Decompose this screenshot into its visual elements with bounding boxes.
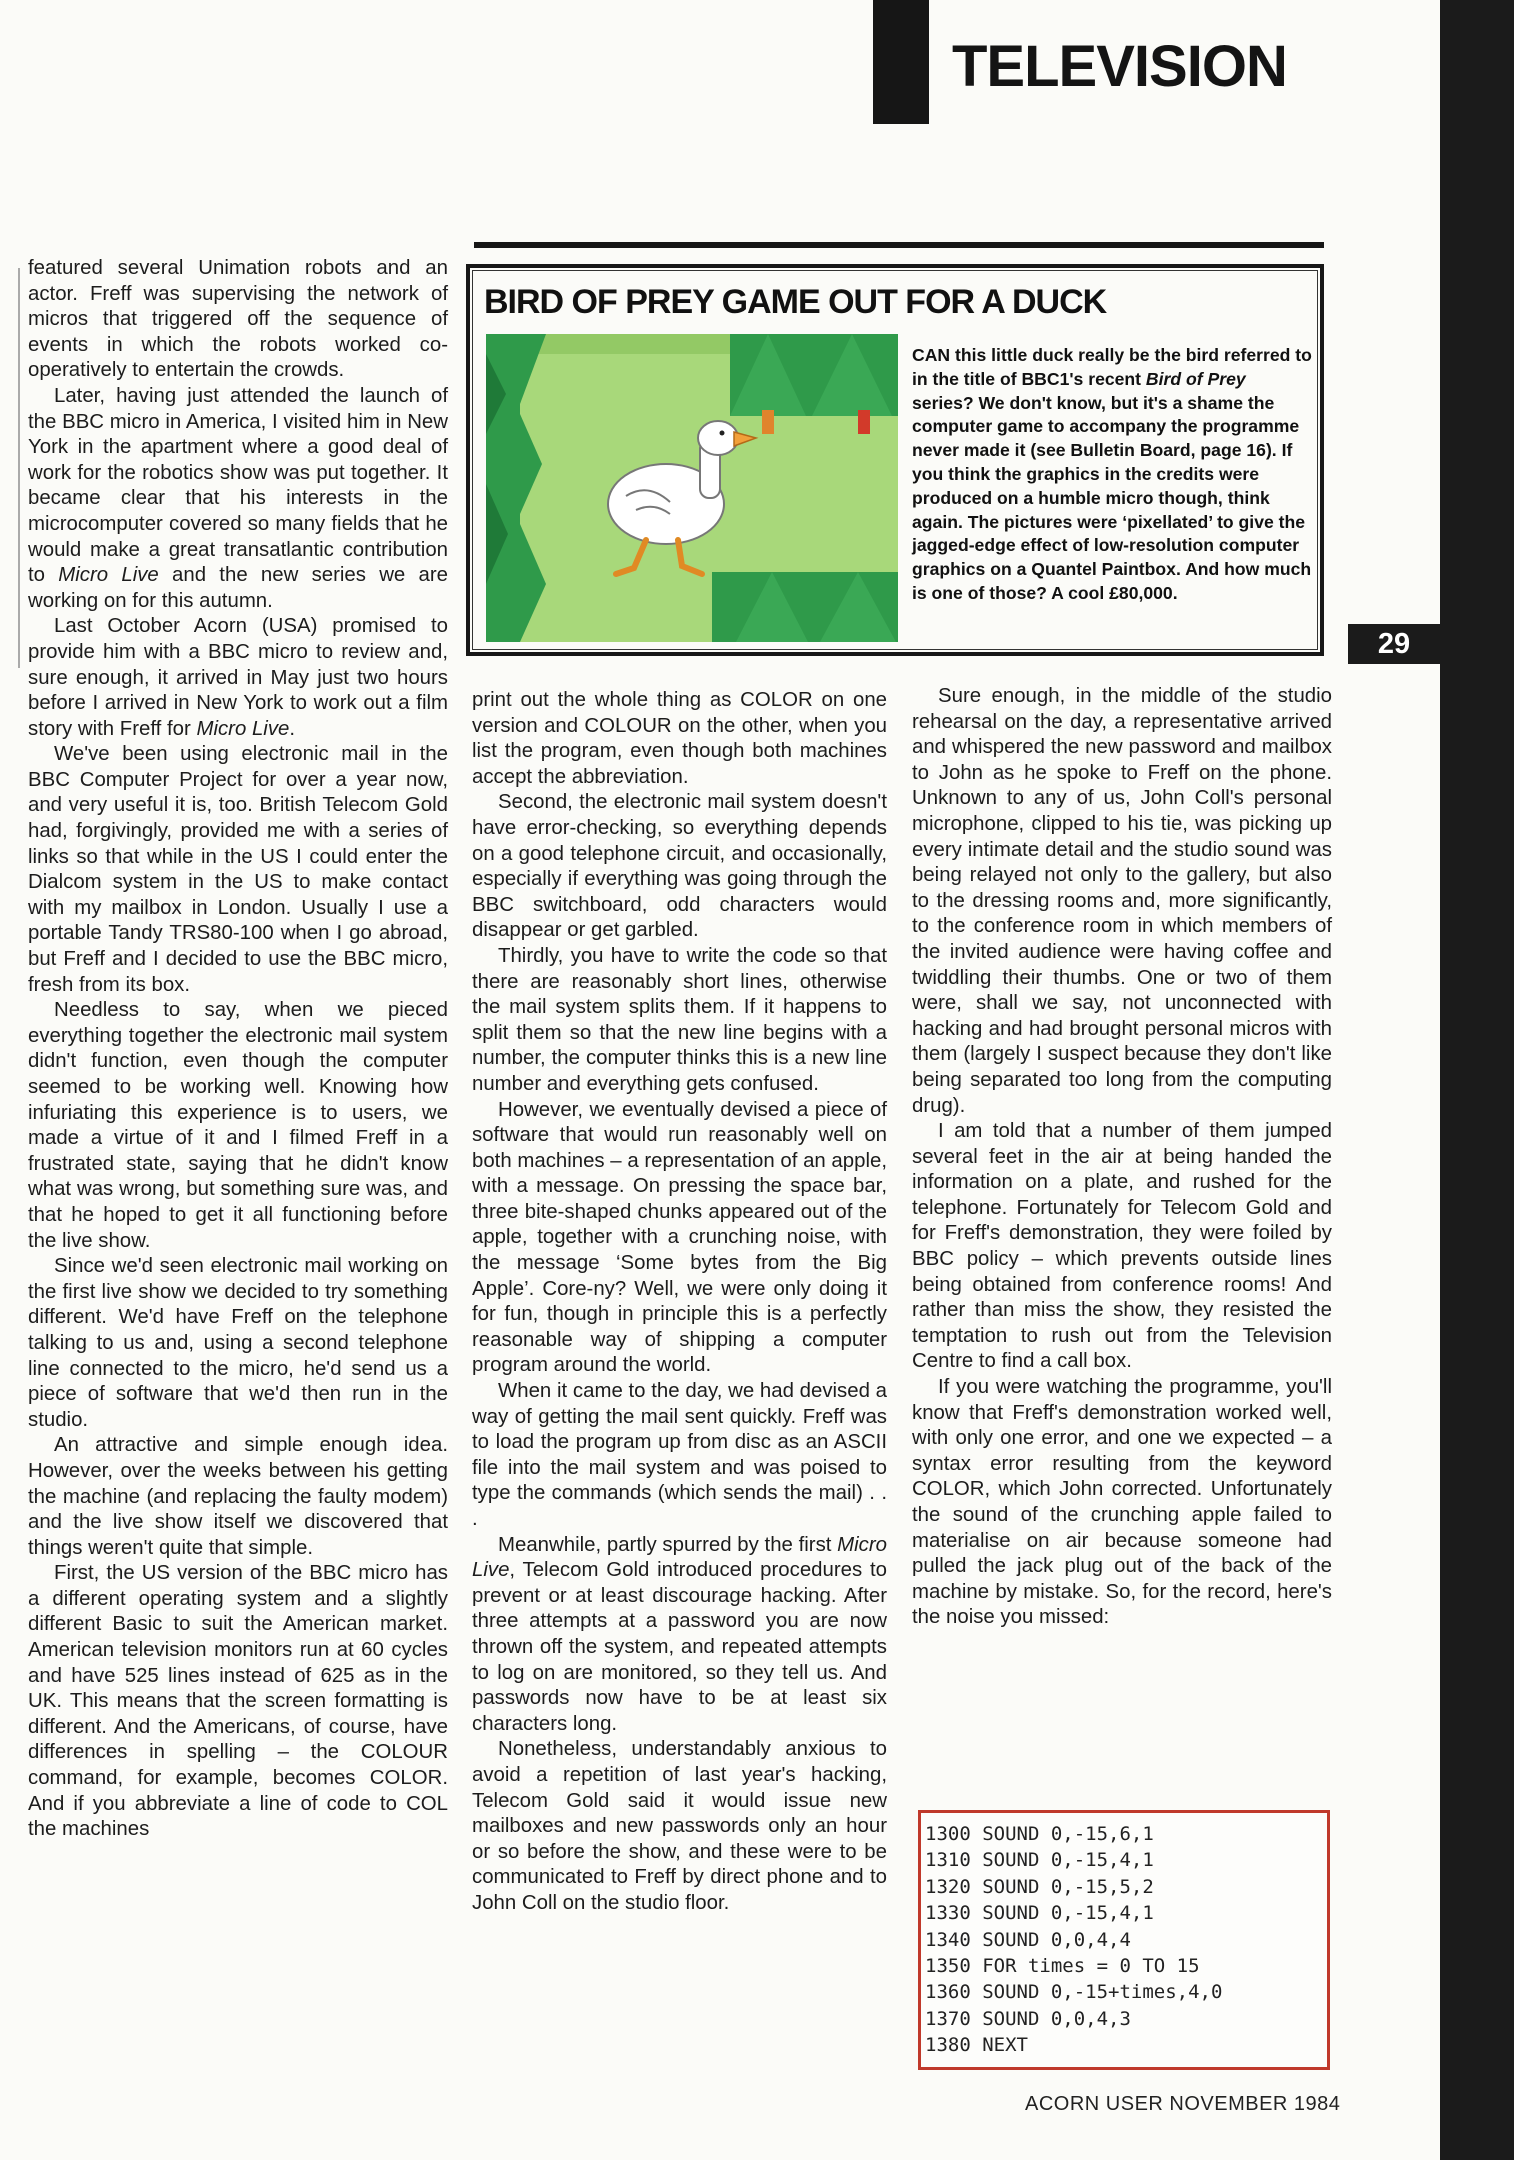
code-listing — [918, 1810, 1330, 2070]
article-column-3 — [912, 684, 1332, 1631]
paragraph: Sure enough, in the middle of the studio rehearsal on the day, a representative arrived and whispered the new password and mailbox to John as he spoke to Freff on the phone. Unknown to any of us, John Coll's personal microphone, clipped to his tie, was picking up every intimate detail and the studio sound was being relayed not only to the gallery, but also to the dressing rooms and, more significantly, to the conference room in which members of the invited audience were having coffee and twiddling their thumbs. One or two of them were, shall we say, not unconnected with hacking and had brought personal micros with them (largely I suspect because they don't like being separated too long from the computing drug). — [912, 685, 1332, 1117]
paragraph: Second, the electronic mail system doesn't have error-checking, so everything depends on a good telephone circuit, and occasionally, especially if everything was going through the BBC switchboard, odd characters would disappear or get garbled. — [472, 791, 887, 942]
code-line: 1350 FOR times = 0 TO 15 — [925, 1955, 1200, 1978]
paragraph: However, we eventually devised a piece of software that would run reasonably well on both machines – a representation of an apple, with a message. On pressing the space bar, three bite-shaped chunks appeared out of the apple, together with a crunching noise, with the message ‘Some bytes from the Big Apple’. Core-ny? Well, we were only doing it for fun, though in principle this is a perfectly reasonable way of shipping a computer program around the world. — [472, 1098, 887, 1377]
paragraph: When it came to the day, we had devised a way of getting the mail sent quickly. Freff was to load the program up from disc as an ASCII file into the mail system and was poised to type the commands (which sends the mail) . . . — [472, 1380, 887, 1530]
paragraph: If you were watching the programme, you'll know that Freff's demonstration worked well, with only one error, and one we expected – a syntax error resulting from the keyword COLOR, which John corrected. Unfortunately the sound of the crunching apple failed to materialise on air because someone had pulled the jack plug out of the back of the machine by mistake. So, for the record, here's the noise you missed: — [912, 1376, 1332, 1629]
header-black-block — [873, 0, 929, 124]
programme-title: Micro Live — [196, 717, 290, 740]
paragraph: Last October Acorn (USA) promised to provide him with a BBC micro to review and, sure enough, it arrived in May just two hours before I arrived in New York to work out a film story with Freff for Micro Live. — [28, 615, 448, 740]
paragraph: I am told that a number of them jumped several feet in the air at being handed the information on a plate, and rushed for the telephone. Fortunately for Telecom Gold and for Freff's demonstration, they were foiled by BBC policy – which prevents outside lines being obtained from conference rooms! And rather than miss the show, they resisted the temptation to rush out from the Television Centre to find a call box. — [912, 1120, 1332, 1373]
page-edge-bar — [1440, 0, 1514, 2160]
paragraph: An attractive and simple enough idea. However, over the weeks between his getting the machine (and replacing the faulty modem) and the live show itself we discovered that things weren't quite that simple. — [28, 1434, 448, 1559]
code-line: 1340 SOUND 0,0,4,4 — [925, 1928, 1131, 1951]
paragraph: Meanwhile, partly spurred by the first Micro Live, Telecom Gold introduced procedures to prevent or at least discourage hacking. After three attempts at a password you are now thrown off the system, and repeated attempts to log on are monitored, so they tell us. And passwords now have to be at least six characters long. — [472, 1533, 887, 1735]
paragraph: Later, having just attended the launch of the BBC micro in America, I visited him in New York in the apartment where a good deal of work for the robotics show was put together. It became clear that his interests in the microcomputer covered so many fields that he would make a great transatlantic contribution to Micro Live and the new series we are working on for this autumn. — [28, 384, 449, 612]
paragraph: First, the US version of the BBC micro has a different operating system and a slightly different Basic to suit the American market. American television monitors run at 60 cycles and have 525 lines instead of 625 as in the UK. This means that the screen formatting is different. And the Americans, of course, have differences in spelling – the COLOUR command, for example, becomes COLOR. And if you abbreviate a line of code to COL the machines — [28, 1562, 448, 1841]
paragraph: We've been using electronic mail in the BBC Computer Project for over a year now, and very useful it is, too. British Telecom Gold had, forgivingly, provided me with a series of links so that while in the US I could enter the Dialcom system in the US to make contact with my mailbox in London. Usually I use a portable Tandy TRS80-100 when I go abroad, but Freff and I decided to use the BBC micro, fresh from its box. — [28, 743, 448, 996]
duck-game-screenshot — [486, 334, 898, 642]
code-line: 1380 NEXT — [925, 2034, 1028, 2057]
article-column-2 — [472, 688, 887, 1917]
paragraph: print out the whole thing as COLOR on one version and COLOUR on the other, when you list the program, even though both machines accept the abbreviation. — [472, 689, 887, 788]
paragraph: Since we'd seen electronic mail working on the first live show we decided to try something different. We'd have Freff on the telephone talking to us and, using a second telephone line connected to the micro, he'd send us a piece of software that we'd then run in the studio. — [28, 1255, 448, 1431]
code-line: 1360 SOUND 0,-15+times,4,0 — [925, 1981, 1223, 2004]
code-line: 1330 SOUND 0,-15,4,1 — [925, 1902, 1154, 1925]
margin-line — [18, 268, 20, 668]
code-line: 1320 SOUND 0,-15,5,2 — [925, 1875, 1154, 1898]
page-number: 29 — [1348, 624, 1440, 664]
paragraph: Thirdly, you have to write the code so that there are reasonably short lines, otherwise the mail system splits them. If it happens to split them so that the new line begins with a number, the computer thinks this is a new line number and everything gets confused. — [472, 944, 887, 1095]
page-footer: ACORN USER NOVEMBER 1984 — [1025, 2093, 1341, 2115]
header-rule — [474, 242, 1324, 248]
paragraph: featured several Unimation robots and an actor. Freff was supervising the network of micros that triggered off the sequence of events in which the robots worked co-operatively to entertain the crowds. — [28, 257, 448, 382]
box-caption: CAN this little duck really be the bird referred to in the title of BBC1's recent Bird of Prey series? We don't know, but it's a shame the computer game to accompany the programme never made it (see Bulletin Board, page 16). If you think the graphics in the credits were produced on a humble micro though, think again. The pictures were ‘pixellated’ to give the jagged-edge effect of low-resolution computer graphics on a Quantel Paintbox. And how much is one of those? A cool £80,000. — [912, 345, 1312, 603]
paragraph: Nonetheless, understandably anxious to avoid a repetition of last year's hacking, Telecom Gold said it would issue new mailboxes and new passwords only an hour or so before the show, and these were to be communicated to Freff by direct phone and to John Coll on the studio floor. — [472, 1738, 887, 1914]
article-column-1 — [28, 256, 448, 1843]
box-headline: BIRD OF PREY GAME OUT FOR A DUCK — [484, 283, 1107, 321]
series-title: Bird of Prey — [1145, 368, 1246, 389]
programme-title: Micro Live — [472, 1533, 887, 1582]
code-line: 1370 SOUND 0,0,4,3 — [925, 2007, 1131, 2030]
paragraph: Needless to say, when we pieced everything together the electronic mail system didn't function, even though the computer seemed to be working well. Knowing how infuriating this experience is to users, we made a virtue of it and I filmed Freff in a frustrated state, saying that he didn't know what was wrong, but something sure was, and that he hoped to get it all functioning before the live show. — [28, 999, 448, 1252]
programme-title: Micro Live — [58, 564, 159, 587]
code-line: 1300 SOUND 0,-15,6,1 — [925, 1823, 1154, 1845]
code-line: 1310 SOUND 0,-15,4,1 — [925, 1849, 1154, 1872]
section-title: TELEVISION — [952, 34, 1287, 99]
feature-box — [466, 264, 1324, 656]
